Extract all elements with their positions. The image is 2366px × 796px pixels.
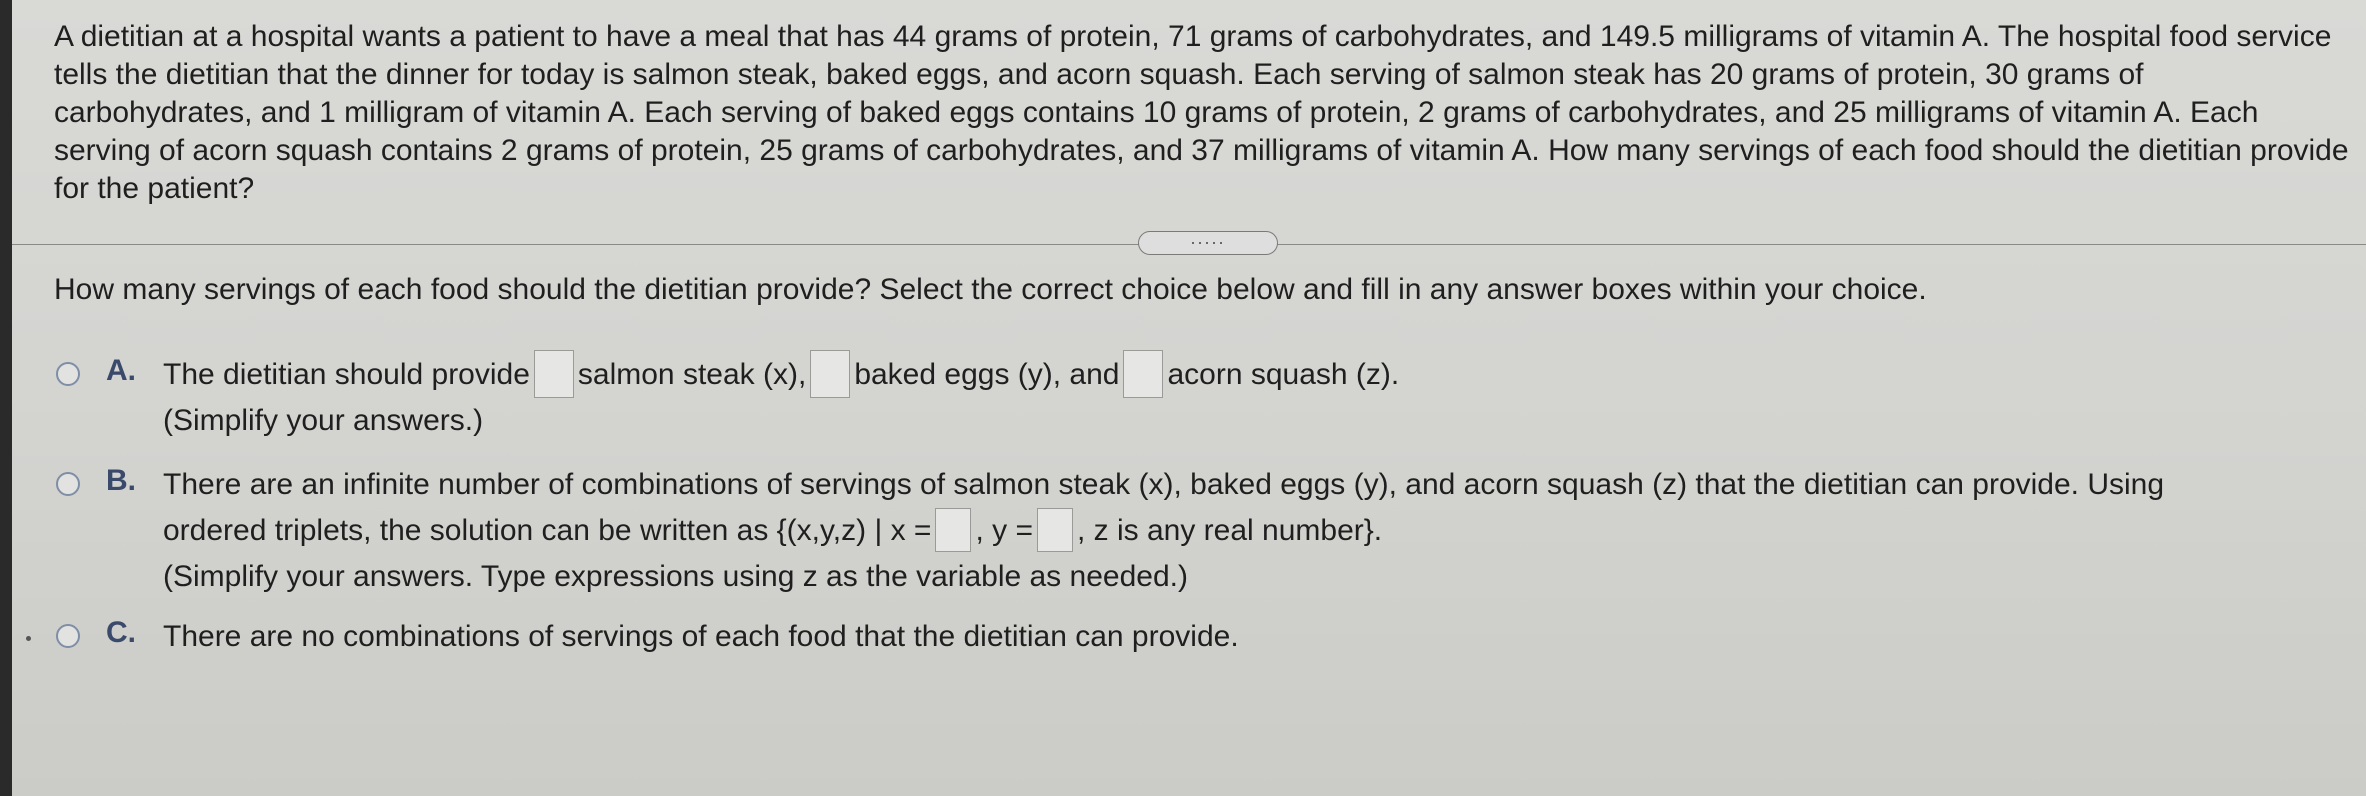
choice-b[interactable] xyxy=(56,462,2336,602)
x-expression-input[interactable] xyxy=(935,508,971,552)
choice-b-text-3: , z is any real number}. xyxy=(1076,514,1383,547)
choice-a[interactable] xyxy=(56,352,2336,452)
choice-a-text-1: The dietitian should provide xyxy=(163,358,530,391)
choice-b-line-1: There are an infinite number of combinations of servings of salmon steak (x), baked eggs (y), and acorn squash (z) that the dietitian can provide. Using xyxy=(163,468,2165,501)
choice-a-letter: A. xyxy=(106,354,136,387)
choice-b-text-2: , y = xyxy=(975,514,1033,547)
choice-c-letter: C. xyxy=(106,616,136,649)
choice-a-text-4: acorn squash (z). xyxy=(1167,358,1400,391)
window-edge xyxy=(0,0,12,796)
acorn-squash-input[interactable] xyxy=(1123,350,1163,398)
cursor-dot xyxy=(26,636,31,641)
problem-statement: A dietitian at a hospital wants a patient to have a meal that has 44 grams of protein, 71 grams of carbohydrates, and 149.5 milligrams of vitamin A. The hospital food service tells the dietitian that the dinner for today is salmon steak, baked eggs, and acorn squash. Each serving of salmon steak has 20 grams of protein, 30 grams of carbohydrates, and 1 milligram of vitamin A. Each serving of baked eggs contains 10 grams of protein, 2 grams of carbohydrates, and 25 milligrams of vitamin A. Each serving of acorn squash contains 2 grams of protein, 25 grams of carbohydrates, and 37 milligrams of vitamin A. How many servings of each food should the dietitian provide for the patient? xyxy=(54,20,2349,205)
choice-b-line-2 xyxy=(163,508,1382,554)
choice-a-hint: (Simplify your answers.) xyxy=(163,404,484,437)
baked-eggs-input[interactable] xyxy=(810,350,850,398)
choice-b-text-1: ordered triplets, the solution can be written as {(x,y,z) | x = xyxy=(163,514,932,547)
y-expression-input[interactable] xyxy=(1037,508,1073,552)
choice-b-hint: (Simplify your answers. Type expressions using z as the variable as needed.) xyxy=(163,560,1188,593)
salmon-steak-input[interactable] xyxy=(534,350,574,398)
choice-a-text-2: salmon steak (x), xyxy=(577,358,807,391)
choice-a-radio[interactable] xyxy=(56,362,80,386)
choice-b-letter: B. xyxy=(106,464,136,497)
choice-c[interactable] xyxy=(56,614,2336,660)
choice-c-text: There are no combinations of servings of each food that the dietitian can provide. xyxy=(163,620,1239,653)
choice-c-radio[interactable] xyxy=(56,624,80,648)
choice-b-radio[interactable] xyxy=(56,472,80,496)
question-prompt: How many servings of each food should the dietitian provide? Select the correct choice below and fill in any answer boxes within your choice. xyxy=(54,273,1927,306)
choice-a-line xyxy=(163,352,1399,400)
choice-a-text-3: baked eggs (y), and xyxy=(854,358,1120,391)
expand-button[interactable]: ..... xyxy=(1138,231,1278,255)
